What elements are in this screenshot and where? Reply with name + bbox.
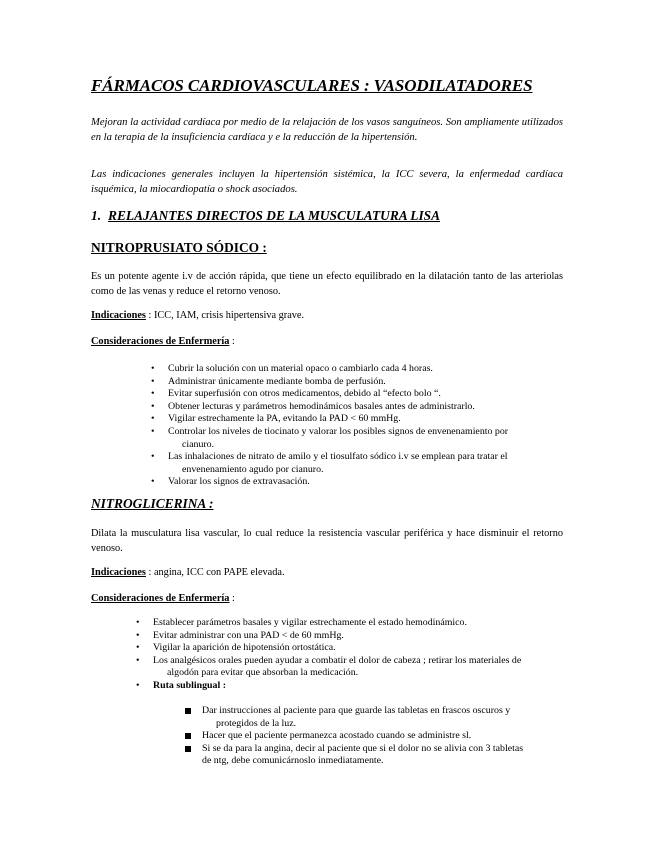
- consideraciones-suffix: :: [229, 593, 235, 604]
- nitroprusiato-heading: NITROPRUSIATO SÓDICO :: [91, 240, 267, 255]
- nitroglicerina-considerations-list: [136, 617, 563, 693]
- section-1-number: 1.: [91, 208, 102, 223]
- section-1-title: RELAJANTES DIRECTOS DE LA MUSCULATURA LISA: [108, 208, 441, 223]
- ruta-sublingual-list: [185, 705, 563, 768]
- list-item: • Obtener lecturas y parámetros hemodinámicos basales antes de administrarlo.: [151, 400, 475, 412]
- nitroprusiato-indicaciones: [91, 308, 563, 323]
- consideraciones-label: Consideraciones de Enfermería: [91, 593, 230, 604]
- list-item: • Controlar los niveles de tiocinato y valorar los posibles signos de envenenamiento por cianuro.: [151, 425, 509, 450]
- bullet-icon: •: [136, 617, 140, 628]
- bullet-icon: •: [136, 679, 140, 691]
- bullet-icon: •: [151, 400, 155, 412]
- nitroprusiato-description: Es un potente agente i.v de acción rápida, que tiene un efecto equilibrado en la dilatación tanto de las arteriolas como de las venas y reduce el retorno venoso.: [91, 271, 563, 297]
- nitroprusiato-considerations-list: [151, 363, 563, 489]
- list-item: • Vigilar estrechamente la PA, evitando la PAD < 60 mmHg.: [151, 413, 401, 425]
- square-bullet-icon: [185, 746, 191, 752]
- consideraciones-suffix: :: [229, 336, 235, 347]
- nitroglicerina-description: Dilata la musculatura lisa vascular, lo cual reduce la resistencia vascular periférica y hace disminuir el retorno venoso.: [91, 528, 563, 554]
- list-item: [136, 680, 563, 693]
- intro-paragraph-2: Las indicaciones generales incluyen la hipertensión sistémica, la ICC severa, la enfermedad cardíaca isquémica, la miocardiopatía o shock asociados.: [91, 169, 563, 195]
- list-item: • Evitar superfusión con otros medicamentos, debido al “efecto bolo “.: [151, 388, 441, 400]
- list-item: • Las inhalaciones de nitrato de amilo y el tiosulfato sódico i.v se emplean para tratar el envenenamiento agudo por cianuro.: [151, 451, 508, 475]
- bullet-icon: •: [151, 413, 155, 425]
- bullet-icon: •: [136, 642, 140, 654]
- indicaciones-label: Indicaciones: [91, 567, 146, 578]
- list-item: • Vigilar la aparición de hipotensión ortostática.: [136, 642, 336, 654]
- ruta-sublingual-label: Ruta sublingual :: [153, 679, 226, 691]
- indicaciones-text: : angina, ICC con PAPE elevada.: [145, 567, 285, 578]
- page-title: FÁRMACOS CARDIOVASCULARES : VASODILATADORES: [91, 76, 533, 95]
- bullet-icon: •: [136, 629, 140, 641]
- bullet-icon: •: [136, 654, 140, 666]
- indicaciones-label: Indicaciones: [91, 310, 146, 321]
- nitroglicerina-heading: NITROGLICERINA :: [91, 496, 214, 511]
- section-1-heading: [91, 208, 440, 224]
- nitroglicerina-consideraciones: [91, 591, 563, 606]
- list-item: • Cubrir la solución con un material opaco o cambiarlo cada 4 horas.: [151, 363, 433, 374]
- intro-paragraph-1: Mejoran la actividad cardíaca por medio de la relajación de los vasos sanguíneos. Son ampliamente utilizados en la terapia de la insuficiencia cardíaca y e la reducción de la hipertensión.: [91, 117, 563, 143]
- list-item: • Los analgésicos orales pueden ayudar a combatir el dolor de cabeza ; retirar los materiales de algodón para evitar que absorban la medicación.: [136, 654, 522, 679]
- nitroglicerina-indicaciones: [91, 565, 563, 580]
- bullet-icon: •: [151, 476, 155, 488]
- square-bullet-icon: [185, 708, 191, 714]
- list-item: • Establecer parámetros basales y vigilar estrechamente el estado hemodinámico.: [136, 617, 467, 628]
- bullet-icon: •: [151, 451, 155, 463]
- list-item: • Evitar administrar con una PAD < de 60 mmHg.: [136, 629, 344, 641]
- bullet-icon: •: [151, 425, 155, 437]
- consideraciones-label: Consideraciones de Enfermería: [91, 336, 230, 347]
- bullet-icon: •: [151, 388, 155, 400]
- list-item: • Valorar los signos de extravasación.: [151, 476, 310, 488]
- nitroprusiato-consideraciones: [91, 334, 563, 349]
- indicaciones-text: : ICC, IAM, crisis hipertensiva grave.: [145, 310, 305, 321]
- bullet-icon: •: [151, 375, 155, 387]
- list-item: Si se da para la angina, decir al paciente que si el dolor no se alivia con 3 tabletas de ntg, debe comunicárnoslo inmediatamente.: [185, 743, 563, 768]
- square-bullet-icon: [185, 733, 191, 739]
- bullet-icon: •: [151, 363, 155, 374]
- list-item: Dar instrucciones al paciente para que guarde las tabletas en frascos oscuros y protegidos de la luz.: [185, 705, 563, 730]
- list-item: Hacer que el paciente permanezca acostado cuando se administre sl.: [185, 730, 563, 743]
- list-item: • Administrar únicamente mediante bomba de perfusión.: [151, 375, 386, 387]
